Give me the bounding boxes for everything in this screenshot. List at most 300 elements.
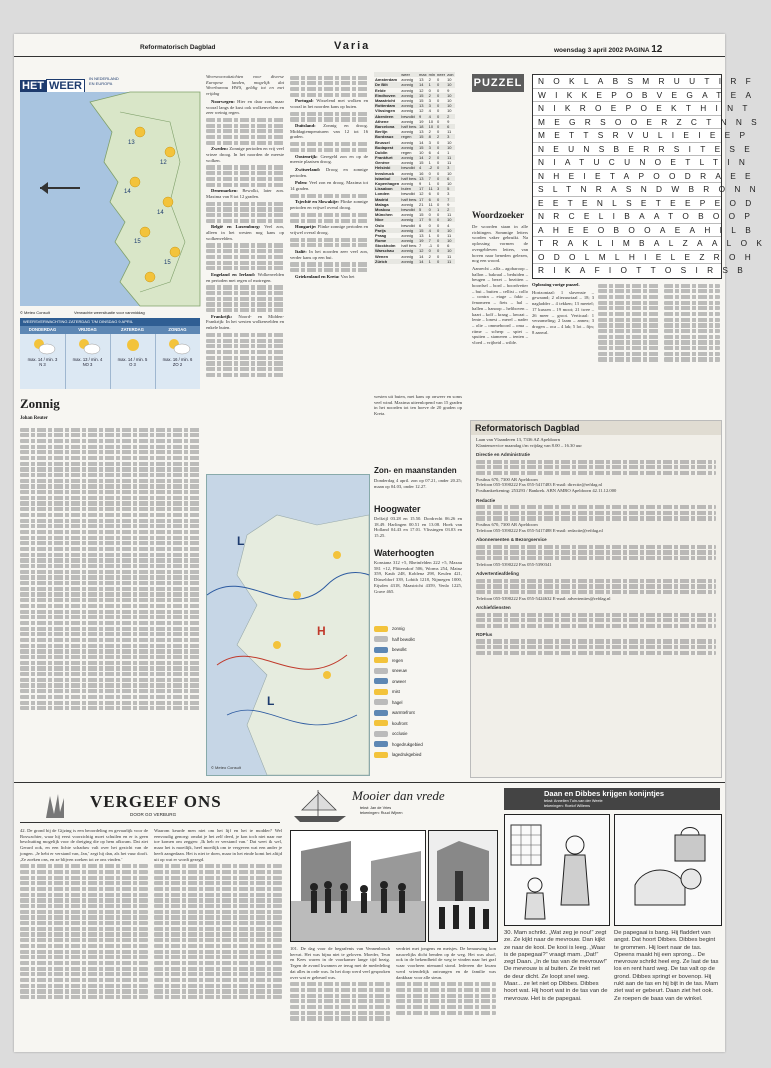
colophon-line: Laan van Vlaanderen 13, 7336 AZ Apeldoorn — [476, 437, 560, 442]
table-cell: Rome — [374, 238, 400, 243]
table-cell: 11 — [447, 212, 452, 218]
puzzle-col-3 — [598, 282, 660, 414]
vergeef-title: VERGEEF ONS — [90, 792, 222, 811]
table-cell: 17 — [418, 186, 428, 191]
table-cell: 6 — [446, 176, 454, 181]
table-cell: 0 — [437, 98, 440, 104]
legend-item — [374, 750, 462, 761]
table-cell: Innsbruck — [375, 170, 395, 176]
svg-text:14: 14 — [157, 210, 164, 216]
table-cell: zonnig — [400, 155, 418, 160]
puzzle-title: PUZZEL — [472, 74, 524, 92]
legend-item — [374, 740, 462, 751]
table-cell: Bordeaux — [374, 134, 400, 139]
table-cell: 0 — [437, 232, 440, 238]
table-cell: 15 — [418, 145, 428, 150]
table-cell: 7 — [419, 243, 422, 249]
weather-col-2: Weersvooruitzichten voor diverse Europese landen, mogelijk dat Weerbureau HWS, geldig tot en met vrijdag Noorwegen: Hier en daar zon, maar vooral langs de kust ook wolkenvelden en zeer weinig regen. Zweden: Zonnige perioden en vrij veel vrieze droog. In het noorden de meeste wolken. Denemarken: Bewolkt, later zon. Maxima van 8 tot 12 graden. België en Luxemburg: Veel zon, alleen in het westen nog kans op wolkenvelden. Engeland en Ierland: Wolkenvelden en perioden met regen of motregen. Frankrijk: Noord- en Midden-Frankrijk: In het westen wolkenvelden en enkele buien. — [206, 74, 284, 774]
table-cell: 0 — [437, 108, 440, 114]
table-cell: 14 — [418, 155, 428, 160]
waterhoogten-title: Waterhoogten — [374, 548, 435, 558]
table-cell: 0 — [436, 145, 446, 150]
newspaper-page — [14, 34, 771, 1052]
table-cell: 10 — [447, 181, 452, 187]
table-cell: Londen — [375, 191, 390, 197]
sun-cloud-icon — [163, 334, 193, 356]
legend-onweer-icon — [374, 678, 388, 684]
table-cell: half bew. — [401, 175, 418, 181]
ship-icon — [290, 788, 350, 824]
table-cell: 10 — [447, 108, 452, 114]
table-cell: zonnig — [400, 248, 418, 253]
table-cell: zonnig — [401, 212, 414, 218]
table-cell: Kopenhagen — [375, 181, 400, 187]
legend-item — [374, 708, 462, 719]
legend-koud-icon — [374, 720, 388, 726]
table-cell: zonnig — [400, 82, 418, 87]
table-cell: 11 — [428, 186, 436, 191]
table-cell: zonnig — [401, 77, 414, 83]
table-cell: 11 — [447, 232, 452, 238]
table-cell: 0 — [437, 212, 440, 218]
mooier-header — [290, 786, 496, 826]
table-cell: 10 — [446, 145, 454, 150]
table-cell: 10 — [428, 124, 436, 129]
legend-item — [374, 635, 462, 646]
header-rule — [14, 56, 725, 57]
table-cell: 0 — [437, 160, 440, 166]
vergeef-header — [20, 792, 280, 823]
sun-icon — [118, 334, 148, 356]
table-cell: Zürich — [374, 259, 400, 264]
table-cell: 15 — [418, 93, 428, 98]
grid-row: SLTNRASNDWBRONN — [533, 183, 721, 197]
table-cell: 0 — [437, 118, 440, 124]
table-cell: Genève — [375, 160, 390, 166]
table-cell: 11 — [446, 259, 454, 264]
table-cell: 0 — [436, 82, 446, 87]
table-cell: 17 — [418, 217, 428, 222]
table-cell: 0 — [436, 103, 446, 108]
table-cell: zonnig — [401, 129, 414, 135]
table-cell: Istanbul — [374, 176, 400, 181]
legend-regen-icon — [374, 657, 388, 663]
table-cell: 0 — [437, 129, 440, 135]
table-cell: Wenen — [375, 253, 389, 259]
grid-row: TRAKLIMBALZAALOK — [533, 237, 721, 251]
table-cell: 12 — [418, 248, 428, 253]
forecast-strip — [20, 326, 200, 389]
sun-cloud-icon — [73, 334, 103, 356]
table-cell: zonnig — [400, 259, 418, 264]
table-cell: 4 — [428, 228, 436, 233]
legend-item — [374, 677, 462, 688]
header-date: woensdag 3 april 2002 PAGINA 12 — [554, 44, 663, 55]
table-cell: half bew. — [401, 243, 418, 249]
sun-cloud-icon — [28, 334, 58, 356]
table-cell: 0 — [437, 77, 440, 83]
colophon-line: Klantenservice maandag t/m vrijdag van 8.00 – 16.30 uur — [476, 442, 582, 448]
table-cell: bewolkt — [400, 114, 418, 119]
forecast-day: DONDERDAG max. 14 / min. 3 N 3 — [20, 326, 66, 389]
table-cell: Barcelona — [374, 124, 400, 129]
table-cell: zonnig — [401, 139, 414, 145]
colophon-line: Directie en Administratie — [476, 452, 530, 458]
table-cell: 4 — [428, 108, 431, 114]
forecast-day: ZATERDAG max. 14 / min. 5 O 3 — [110, 326, 156, 389]
table-cell: 9 — [447, 118, 450, 124]
table-cell: 2 — [436, 134, 446, 139]
table-cell: Helsinki — [374, 165, 400, 170]
table-cell: zonnig — [401, 87, 414, 93]
grid-row: EETENLSETEEPEOD — [533, 197, 721, 211]
table-cell: 6 — [446, 124, 454, 129]
table-cell: 9 — [418, 114, 428, 119]
daan-title: Daan en Dibbes krijgen konijntjes — [544, 789, 665, 798]
colophon-line: Telefoon 055-5390222 Fax 055-5417483 E-mail: directie@refdag.nl — [476, 482, 603, 488]
netherlands-map — [20, 92, 200, 306]
table-cell: zonnig — [401, 181, 414, 187]
table-cell: 11 — [447, 129, 452, 135]
map-copyright: © Meteo Consult — [20, 310, 50, 315]
table-cell: Rotterdam — [374, 103, 400, 108]
table-cell: 0 — [436, 155, 446, 160]
table-cell: Dublin — [375, 149, 388, 155]
table-cell: 10 — [428, 118, 434, 124]
table-cell: regen — [400, 134, 418, 139]
table-cell: 0 — [437, 201, 440, 207]
zonnig-author: Johan Reuter — [20, 416, 48, 421]
table-cell: zonnig — [401, 160, 414, 166]
colophon-line: Archiefdiensten — [476, 605, 511, 611]
forecast-day: ZONDAG max. 16 / min. 6 ZO 2 — [155, 326, 200, 389]
europe-map — [206, 474, 370, 776]
table-cell: München — [375, 212, 393, 218]
legend-warm-icon — [374, 710, 388, 716]
table-cell: zonnig — [401, 98, 414, 104]
table-cell: De Bilt — [374, 82, 400, 87]
table-cell: 8 — [428, 134, 436, 139]
svg-text:13: 13 — [128, 140, 135, 146]
table-cell: 10 — [446, 248, 454, 253]
table-cell: 15 — [419, 98, 424, 104]
grave-scene-image — [429, 831, 497, 941]
table-cell: 6 — [419, 222, 422, 228]
table-cell: 3 — [428, 139, 431, 145]
table-cell: 10 — [447, 98, 452, 104]
mooier-title: Mooier dan vrede — [352, 788, 445, 803]
table-cell: 12 — [419, 87, 424, 93]
table-cell: Eindhoven — [374, 93, 400, 98]
table-cell: 1 — [428, 259, 436, 264]
legend-label: zonnig — [392, 626, 405, 631]
grid-row: WIKKEPOBVEGATEA — [533, 89, 721, 103]
table-cell: zonnig — [401, 253, 414, 259]
table-cell: Stockholm — [375, 243, 396, 249]
grid-row: NOKLABSMRUUTIRF — [533, 75, 721, 89]
weather-col-3: Portugal: Wisselend met wolken en vooral in het noorden kans op buien. Duitsland: Zonnig en droog. Middagtemperaturen van 12 tot 16 graden. Oostenrijk: Geregeld zon en op de meeste plaatsen droog. Zwitserland: Droog en zonnige perioden. Polen: Veel zon en droog. Maxima tot 14 graden. Tsjechië en Slowakije: Flinke zonnige perioden en vrijwel overal droog. Hongarije: Flinke zonnige perioden en vrijwel overal droog. Italië: In het noorden zeer veel zon, verder kans op een bui. Griekenland en Kreta: Van het — [290, 74, 368, 464]
table-cell: 0 — [437, 87, 440, 93]
table-header-row: weer max min neer zon — [374, 72, 455, 77]
table-cell: 0 — [437, 253, 440, 259]
svg-text:H: H — [317, 624, 326, 638]
table-cell: 15 — [419, 160, 424, 166]
weather-logo: HET WEER IN NEDERLAND EN EUROPA — [22, 76, 119, 92]
legend-item — [374, 719, 462, 730]
table-cell: 14 — [418, 82, 428, 87]
table-cell: 6 — [428, 197, 436, 202]
table-cell: -1 — [428, 243, 433, 249]
paper-name: Reformatorisch Dagblad — [140, 44, 216, 51]
table-cell: 3 — [436, 186, 446, 191]
legend-item — [374, 645, 462, 656]
table-cell: 10 — [447, 77, 452, 83]
table-cell: 0 — [436, 238, 446, 243]
table-cell: 6 — [428, 191, 431, 197]
waterhoogten-text: Konstanz 312 +5, Rheinfelden 222 +5, Maxau 581 +12, Plittersdorf 506, Worms 254, Mainz 359, Kaub 248, Koblenz 298, Keulen 421, Düsseldorf 339, Lobith 1218, Nijmegen 1000, Eijsden 4318, Maastricht 4359, Venlo 1225, Grave 465. — [374, 560, 462, 594]
grid-row: NRCELIBAATOBOOP — [533, 210, 721, 224]
legend-label: koufront — [392, 720, 408, 726]
table-cell: 9 — [447, 87, 450, 93]
table-cell: 19 — [419, 118, 424, 124]
weather-table-grid — [374, 72, 455, 264]
hand-icon — [40, 792, 70, 820]
puzzle-col-4 — [664, 282, 720, 414]
table-cell: 3 — [428, 103, 436, 108]
daan-col-2: De papegaai is bang. Hij fladdert van angst. Dat hoort Dibbes. Dibbes begint te grommen. Hij loert naar de tas. Opeens maakt hij een sprong... De mevrouw schrikt heel erg. Ze laat de tas los en rent hard weg. De tas valt op de grond. Dibbes springt er bovenop. Hij rukt aan de tas en hij bijt in de tas. Mam ziet wat er gebeurt. Daan ziet het ook. Ze roepen de baas van de winkel. — [614, 930, 719, 1002]
table-cell: 0 — [436, 228, 446, 233]
table-cell: Warschau — [374, 248, 400, 253]
table-cell: Parijs — [374, 228, 400, 233]
table-cell: 16 — [419, 170, 424, 176]
table-cell: 15 — [418, 228, 428, 233]
table-cell: Athene — [375, 118, 389, 124]
legend-hogedruk-icon — [374, 741, 388, 747]
table-cell: 3 — [446, 165, 454, 170]
table-cell: 21 — [419, 201, 424, 207]
weather-table-tail: westen uit buien, met kans op onweer en soms veel wind. Maxima uiteenlopend van 15 graden in het noorden tot ten hoeve de 20 graden op Kreta. — [374, 394, 462, 417]
grid-row: AHEEOBOOAEAHILB — [533, 224, 721, 238]
table-cell: 12 — [419, 191, 424, 197]
table-cell: 3 — [428, 98, 431, 104]
section-title: Varia — [334, 40, 371, 52]
table-cell: 2 — [428, 155, 436, 160]
table-cell: 1 — [447, 149, 450, 155]
table-cell: 0 — [436, 217, 446, 222]
table-cell: 14 — [419, 139, 424, 145]
table-cell: 10 — [446, 217, 454, 222]
table-cell: 14 — [419, 253, 424, 259]
colophon-line: Postbankrekening: 253293 / Bankrek. ABN AMRO Apeldoorn 42.11.12.000 — [476, 488, 617, 494]
table-cell: -2 — [428, 165, 436, 170]
table-cell: 0 — [428, 222, 431, 228]
daan-subtitle-1: tekst: Annelien Tuin-van der Weele — [544, 799, 603, 803]
table-cell: 13 — [419, 77, 424, 83]
table-cell: 1 — [436, 207, 446, 212]
table-cell: Budapest — [374, 145, 400, 150]
table-cell: Brussel — [375, 139, 390, 145]
table-cell: 3 — [446, 134, 454, 139]
legend-label: bewolkt — [392, 647, 407, 652]
legend-label: hogedrukgebied — [392, 741, 423, 747]
legend-label: half bewolkt — [392, 636, 415, 642]
colophon-title: Reformatorisch Dagblad — [471, 421, 721, 435]
svg-text:L: L — [267, 694, 275, 708]
table-cell: 2 — [428, 93, 436, 98]
table-cell: zonnig — [401, 201, 414, 207]
table-cell: Maastricht — [375, 98, 396, 104]
table-cell: 0 — [437, 243, 440, 249]
table-cell: 0 — [428, 87, 431, 93]
table-cell: 2 — [446, 207, 454, 212]
weather-legend — [374, 624, 462, 774]
hoogwater-text: Delfzijl 03.28 en 15.50. Dordrecht 06.26 en 18.49. Harlingen 00.51 en 13.08. Hoek van Holland 04.43 en 17.01. Vlissingen 03.03 en 15.25. — [374, 516, 462, 539]
funeral-scene-image — [291, 831, 425, 941]
table-cell: 10 — [446, 82, 454, 87]
table-cell: zonnig — [401, 170, 414, 176]
colophon-line: Abonnementen & Bezorgservice — [476, 537, 547, 543]
mooier-col-2: verdriet met jongens en meisjes. De benauwing kon nauwelijks dicht benden op de weg. Het was alsof, ook in de bekendheid de weg te vinden naar het graf waar voorheen niemand stond. Iedereen die kwam werd vriendelijk ontvangen en de familie was dankbaar voor alle steun. — [396, 946, 496, 1046]
table-cell: 2 — [428, 129, 431, 135]
table-cell: 18 — [418, 124, 428, 129]
table-cell: Praag — [375, 232, 387, 238]
table-cell: 3 — [428, 145, 436, 150]
vergeef-subtitle: DOOR GO VERBURG — [130, 812, 177, 817]
colophon-line: Telefoon 055-5390222 Fax 055-5424632 E-mail: advertenties@refdag.nl — [476, 595, 611, 601]
table-cell: half bew. — [401, 196, 418, 202]
legend-item — [374, 687, 462, 698]
table-cell: 0 — [436, 176, 446, 181]
table-cell: Aberdeen — [374, 114, 400, 119]
svg-text:12: 12 — [160, 160, 167, 166]
table-cell: Frankfurt — [374, 155, 400, 160]
table-cell: 5 — [446, 186, 454, 191]
table-cell: 10 — [446, 228, 454, 233]
zonnig-body — [20, 426, 200, 776]
table-cell: Lissabon — [374, 186, 400, 191]
table-cell: regen — [401, 149, 412, 155]
table-cell: 0 — [437, 222, 440, 228]
table-cell: Madrid — [374, 197, 400, 202]
svg-text:15: 15 — [134, 239, 141, 245]
table-cell: zonnig — [401, 232, 414, 238]
table-cell: 15 — [418, 134, 428, 139]
daan-subtitle-2: tekeningen: Roelof Willems — [544, 804, 591, 808]
legend-label: regen — [392, 657, 403, 663]
table-cell: 0 — [436, 248, 446, 253]
sun-moon-text: Donderdag 4 april. zon op 07.21, onder 20.25; maan op 04.03, onder 12.27. — [374, 478, 462, 489]
table-cell: 6 — [447, 243, 450, 249]
table-cell: 0 — [436, 259, 446, 264]
vergeef-col-1: 42. De grond bij de Gijzing is een beoordeling en gevaarlijk voor de Boswachter, waar hij eerst voorzichtig moet schuilen en er is geen beschutting mogelijk voor de dreiging die op hem afkwam. Dat ziet Gerard ook, en een lichte schaduw valt over het gezicht van de jongen. ,Je hebt er verstand van, Jan,’ zegt hij dan, als het vuur dooft. ,Ze zoeken ons, en ze blijven zoeken tot ze ons vinden.’ — [20, 828, 148, 1046]
svg-text:L: L — [237, 534, 245, 548]
table-cell: buien — [400, 186, 418, 191]
bottom-section-rule — [14, 782, 725, 783]
colophon-line: RDPlus — [476, 632, 493, 638]
table-cell: 9 — [419, 181, 422, 187]
legend-label: onweer — [392, 678, 407, 684]
table-cell: 10 — [446, 103, 454, 108]
table-cell: 7 — [428, 238, 436, 243]
grid-row: NHEIETAPOODRAEE — [533, 170, 721, 184]
table-cell: Nice — [374, 217, 400, 222]
word-search-grid — [532, 74, 771, 279]
weather-table — [374, 72, 462, 390]
mooier-subtitle-2: tekeningen: Ruud Wijnen — [360, 811, 403, 815]
svg-text:14: 14 — [124, 189, 131, 195]
europe-map-graphic — [207, 475, 369, 775]
table-cell: bewolkt — [401, 191, 415, 197]
table-cell: 9 — [428, 217, 436, 222]
legend-label: hagel — [392, 699, 403, 705]
table-cell: 12 — [419, 108, 424, 114]
table-cell: zonnig — [401, 118, 414, 124]
table-cell: 14 — [418, 259, 428, 264]
table-cell: 0 — [436, 124, 446, 129]
table-cell: 0 — [428, 207, 436, 212]
sun-moon-title: Zon- en maanstanden — [374, 466, 457, 475]
legend-label: sneeuw — [392, 668, 407, 673]
grid-row: RIKAFIOTTOSIRSB — [538, 265, 753, 275]
table-cell: 2 — [428, 77, 431, 83]
colophon-box — [470, 420, 722, 778]
table-cell: 0 — [437, 191, 440, 197]
table-cell: 1 — [428, 160, 431, 166]
table-cell: 1 — [428, 232, 431, 238]
table-cell: Oslo — [375, 222, 384, 228]
table-cell: zonnig — [400, 145, 418, 150]
table-cell: Eelde — [375, 87, 386, 93]
table-cell: 4 — [447, 222, 450, 228]
table-cell: zonnig — [401, 108, 414, 114]
legend-hagel-icon — [374, 699, 388, 705]
daan-header — [504, 788, 720, 810]
legend-lagedruk-icon — [374, 752, 388, 758]
mooier-col-1: 101. De dag voor de begrafenis van Vennenbosch hervat. Het was bijna niet te geloven. Moeder, Teun en Kees waren in de voorkamer lange tijd bezig. Tegen de avond kwamen ze terug met de mededeling dat alles in orde was. In het dorp werd veel gesproken over wat er gebeurd was. — [290, 946, 390, 1046]
legend-half-icon — [374, 636, 388, 642]
table-cell: 0 — [436, 114, 446, 119]
grid-row: NIATUCUNOETLTIN — [533, 156, 721, 170]
colophon-line: Advertentieafdeling — [476, 571, 519, 577]
table-cell: 9 — [447, 201, 450, 207]
grid-row: NEUNSBERRSITESE — [533, 143, 721, 157]
legend-item — [374, 729, 462, 740]
shop-scene-image — [505, 815, 609, 925]
svg-text:15: 15 — [164, 260, 171, 266]
colophon-line: Postbus 670, 7300 AR Apeldoorn — [476, 476, 538, 482]
table-cell: bewolkt — [400, 165, 418, 170]
vergeef-col-2: Waarom keurde men niet om het lijf en het te modder? Wel eenvoudig genoeg: omdat je het zelf deed, je kon toch niet naar me toe komen om zeggen: ,Ik heb er verstand van.’ Dat weet ik wel, maar het is moeilijk, heel moeilijk om te vergeven wat een ander je heeft aangedaan. Het is niet te doen, maar in het einde komt het altijd uit op wat er wordt gezegd. — [154, 828, 282, 1046]
table-cell: half bew. — [401, 123, 418, 129]
colophon-lines — [471, 435, 721, 759]
legend-item — [374, 624, 462, 635]
table-cell: 7 — [446, 197, 454, 202]
table-cell: Vlissingen — [375, 108, 396, 114]
colophon-line: Telefoon 055-5390222 Fax 055-5417488 E-mail: redactie@refdag.nl — [476, 527, 603, 533]
table-cell: Malaga — [375, 201, 389, 207]
colophon-line: Postbus 670, 7300 AR Apeldoorn — [476, 522, 538, 528]
table-cell: 0 — [428, 170, 431, 176]
table-cell: 3 — [447, 191, 450, 197]
netherlands-map-graphic — [20, 92, 200, 306]
colophon-line: Telefoon 055-5390222 Fax 055-5390341 — [476, 561, 552, 567]
legend-label: lagedrukgebied — [392, 752, 422, 757]
legend-wolk-icon — [374, 647, 388, 653]
table-cell: 0 — [437, 181, 440, 187]
table-cell: 11 — [447, 253, 452, 259]
table-cell: bewolkt — [401, 222, 415, 228]
table-cell: 17 — [418, 197, 428, 202]
